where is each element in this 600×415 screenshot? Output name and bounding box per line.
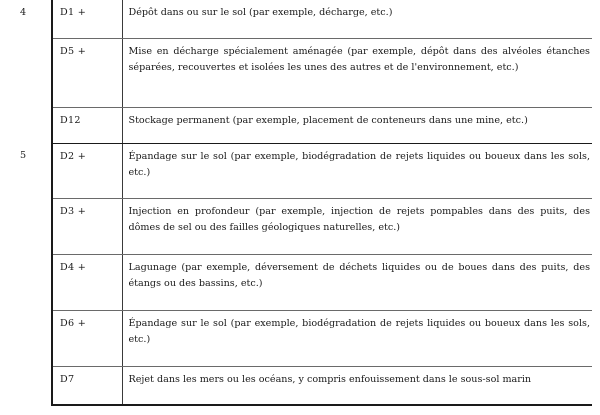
operation-code: D5 + bbox=[60, 45, 87, 57]
operation-code-cell bbox=[52, 366, 122, 405]
operation-code-cell bbox=[52, 254, 122, 310]
table-row bbox=[0, 0, 592, 38]
operation-code: D3 + bbox=[60, 205, 87, 217]
operation-code-cell bbox=[52, 310, 122, 366]
operation-code-cell bbox=[52, 0, 122, 38]
operation-code-cell bbox=[52, 198, 122, 254]
operation-code: D4 + bbox=[60, 261, 87, 273]
group-number-cell bbox=[0, 143, 52, 405]
operation-code: D6 + bbox=[60, 317, 87, 329]
operation-code-cell bbox=[52, 143, 122, 198]
operation-code: D1 + bbox=[60, 7, 87, 18]
operation-code-cell bbox=[52, 107, 122, 143]
group-number: 4 bbox=[20, 7, 27, 18]
table-row bbox=[0, 310, 592, 366]
operation-code: D7 bbox=[60, 373, 75, 385]
operation-description: Mise en décharge spécialement aménagée (par exemple, dépôt dans des alvéoles étanches séparées, recouvertes et isolées les unes des autres et de l'environnement, etc.) bbox=[122, 38, 592, 107]
operation-description: Injection en profondeur (par exemple, injection de rejets pompables dans des puits, des dômes de sel ou des failles géologiques naturelles, etc.) bbox=[122, 198, 592, 254]
group-number-cell bbox=[0, 0, 52, 143]
table-row bbox=[0, 143, 592, 198]
table-row bbox=[0, 107, 592, 143]
table-row bbox=[0, 366, 592, 405]
operation-description: Rejet dans les mers ou les océans, y compris enfouissement dans le sous-sol marin bbox=[122, 366, 592, 405]
table-row bbox=[0, 254, 592, 310]
operation-description: Lagunage (par exemple, déversement de déchets liquides ou de boues dans des puits, des étangs ou des bassins, etc.) bbox=[122, 254, 592, 310]
operation-description: Épandage sur le sol (par exemple, biodégradation de rejets liquides ou boueux dans les sols, etc.) bbox=[122, 310, 592, 366]
table-row bbox=[0, 38, 592, 107]
operation-code-cell bbox=[52, 38, 122, 107]
operation-description: Stockage permanent (par exemple, placement de conteneurs dans une mine, etc.) bbox=[122, 107, 592, 143]
operation-description: Dépôt dans ou sur le sol (par exemple, décharge, etc.) bbox=[122, 0, 592, 38]
operation-code: D2 + bbox=[60, 150, 87, 162]
table-row bbox=[0, 198, 592, 254]
group-number: 5 bbox=[20, 150, 27, 161]
operation-code: D12 bbox=[60, 114, 81, 126]
operation-description: Épandage sur le sol (par exemple, biodégradation de rejets liquides ou boueux dans les sols, etc.) bbox=[122, 143, 592, 198]
